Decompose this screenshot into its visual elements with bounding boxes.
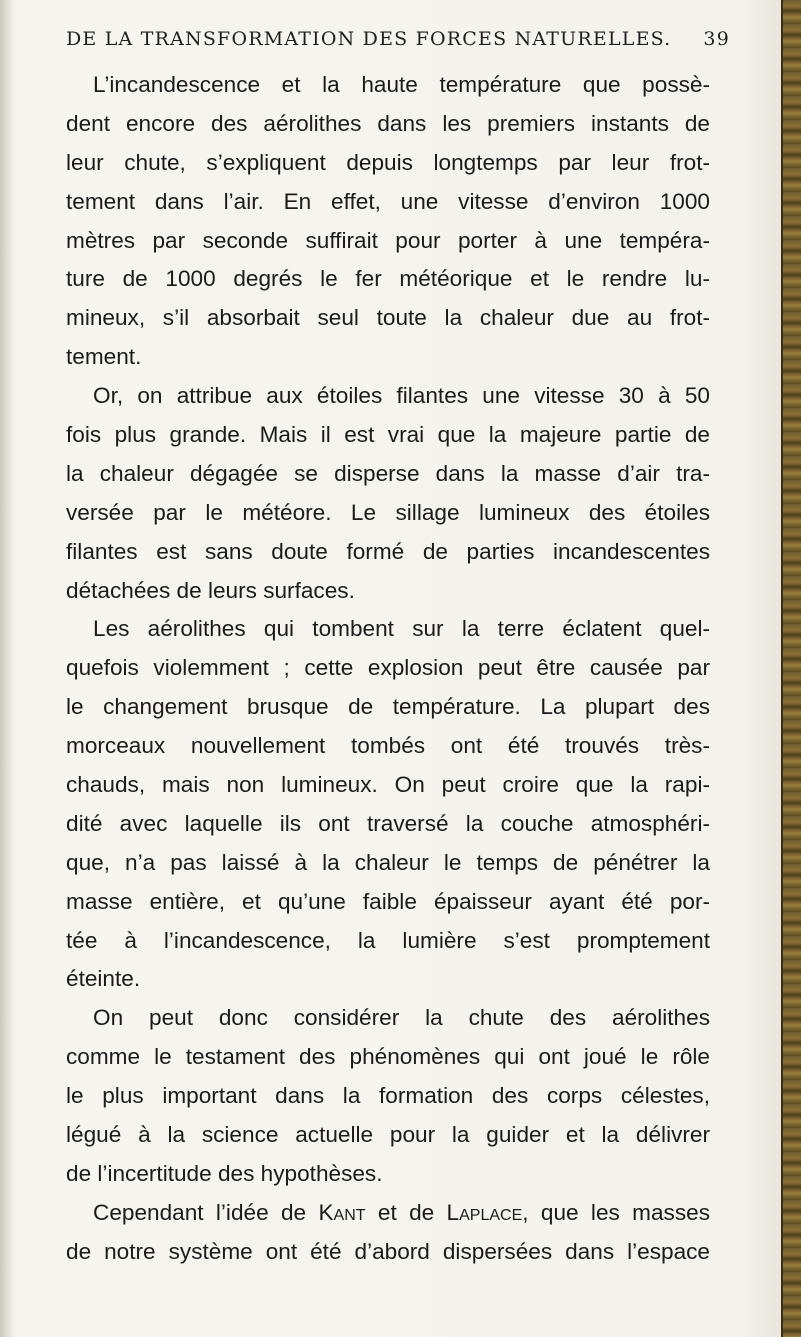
text-line: leur chute, s’expliquent depuis longtemps par leur frot- bbox=[66, 149, 710, 175]
text-line: légué à la science actuelle pour la guider et la délivrer bbox=[66, 1122, 710, 1148]
text-fragment: et de bbox=[365, 1199, 447, 1225]
text-line: ture de 1000 degrés le fer météorique et le rendre lu- bbox=[66, 266, 710, 292]
page-number: 39 bbox=[703, 28, 730, 50]
text-line: mètres par seconde suffirait pour porter à une tempéra- bbox=[66, 227, 710, 253]
page-gutter-shadow bbox=[0, 0, 14, 1337]
text-line: tement dans l’air. En effet, une vitesse d’environ 1000 bbox=[66, 188, 710, 214]
text-line: le plus important dans la formation des corps célestes, bbox=[66, 1083, 710, 1109]
text-line: tée à l’incandescence, la lumière s’est promptement bbox=[66, 927, 710, 953]
text-fragment: , que les masses bbox=[522, 1199, 710, 1225]
text-line: Or, on attribue aux étoiles filantes une vitesse 30 à 50 bbox=[93, 383, 710, 409]
text-line: mineux, s’il absorbait seul toute la chaleur due au frot- bbox=[66, 305, 710, 331]
text-line: masse entière, et qu’une faible épaisseur ayant été por- bbox=[66, 888, 710, 914]
text-line: éteinte. bbox=[66, 966, 141, 992]
page-header bbox=[66, 28, 730, 58]
text-line: comme le testament des phénomènes qui ont joué le rôle bbox=[66, 1044, 710, 1070]
text-line: dité avec laquelle ils ont traversé la couche atmosphéri- bbox=[66, 810, 710, 836]
body-text bbox=[66, 66, 710, 1272]
text-line: le changement brusque de température. La plupart des bbox=[66, 694, 710, 720]
text-line: détachées de leurs surfaces. bbox=[66, 577, 355, 603]
author-name-kant: Kant bbox=[318, 1199, 366, 1225]
author-name-laplace: Laplace bbox=[446, 1199, 523, 1225]
text-line: fois plus grande. Mais il est vrai que la majeure partie de bbox=[66, 422, 710, 448]
text-line: L’incandescence et la haute température que possè- bbox=[93, 72, 710, 97]
book-binding-edge bbox=[781, 0, 801, 1337]
text-line: versée par le météore. Le sillage lumineux des étoiles bbox=[66, 499, 710, 525]
text-line: morceaux nouvellement tombés ont été trouvés très- bbox=[66, 733, 710, 759]
running-title: DE LA TRANSFORMATION DES FORCES NATURELLES. bbox=[66, 28, 672, 50]
text-line: tement. bbox=[66, 344, 142, 370]
text-line: filantes est sans doute formé de parties incandescentes bbox=[66, 538, 710, 564]
text-line: de l’incertitude des hypothèses. bbox=[66, 1160, 383, 1186]
text-line: On peut donc considérer la chute des aérolithes bbox=[93, 1005, 710, 1031]
text-line: quefois violemment ; cette explosion peut être causée par bbox=[66, 655, 710, 681]
text-line: de notre système ont été d’abord dispersées dans l’espace bbox=[66, 1238, 710, 1264]
text-line: dent encore des aérolithes dans les premiers instants de bbox=[66, 110, 710, 136]
text-line: la chaleur dégagée se disperse dans la masse d’air tra- bbox=[66, 460, 710, 486]
text-line-with-names bbox=[66, 1194, 710, 1233]
text-line: que, n’a pas laissé à la chaleur le temps de pénétrer la bbox=[66, 849, 710, 875]
text-line: Les aérolithes qui tombent sur la terre éclatent quel- bbox=[93, 616, 710, 642]
text-fragment: Cependant l’idée de bbox=[93, 1199, 319, 1225]
text-line: chauds, mais non lumineux. On peut croire que la rapi- bbox=[66, 772, 710, 798]
